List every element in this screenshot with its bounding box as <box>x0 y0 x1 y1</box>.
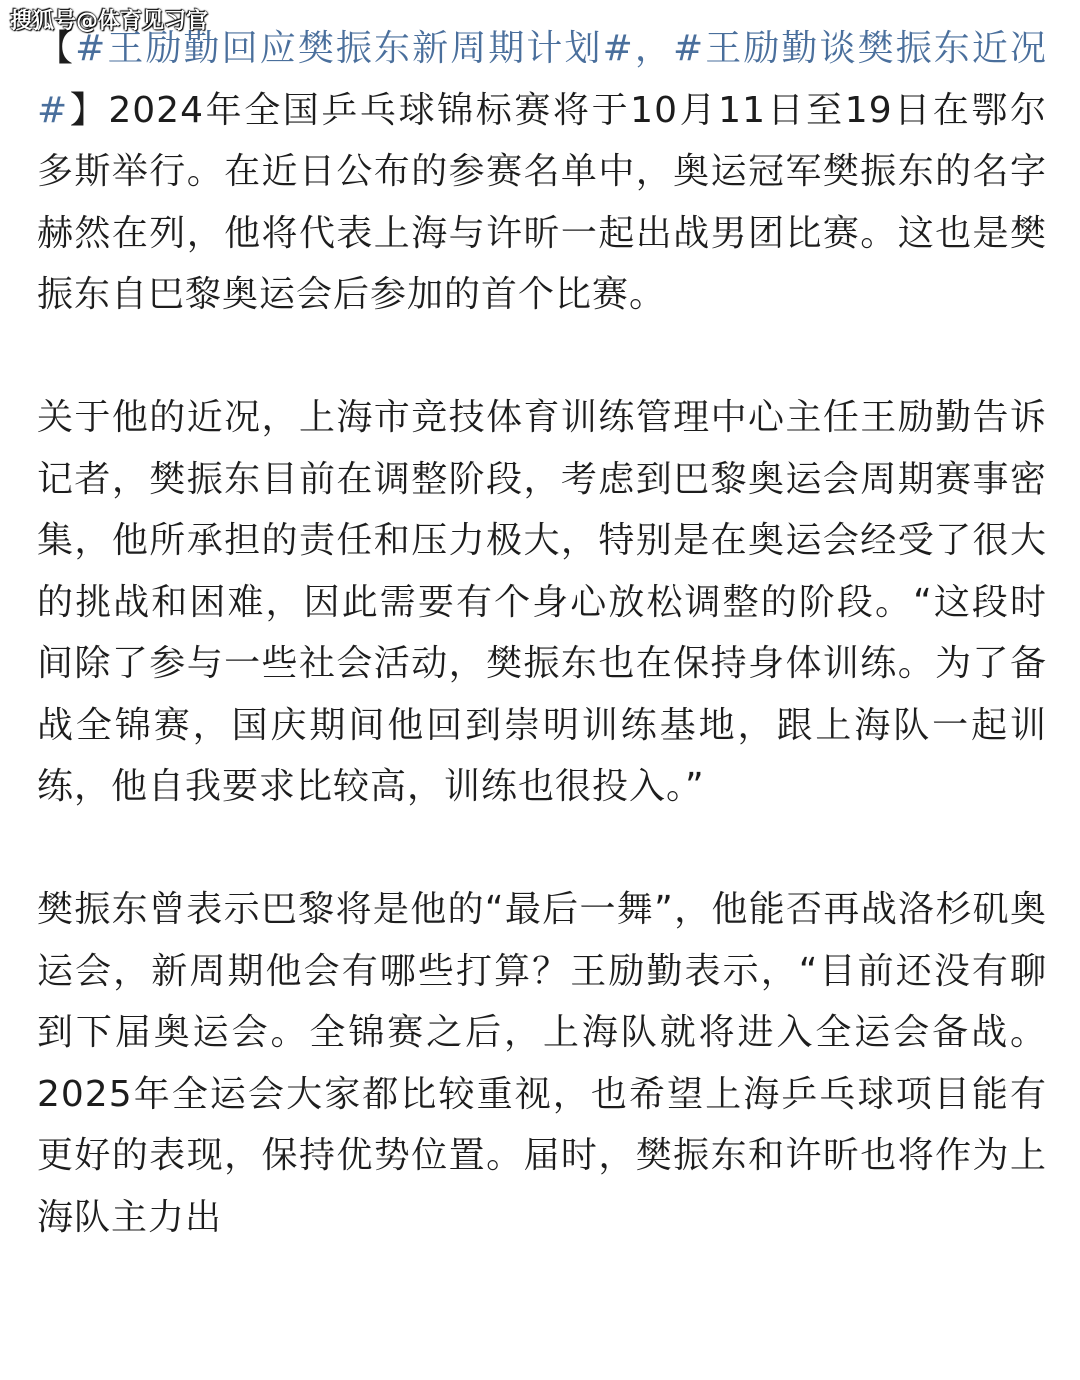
hashtag-link-1[interactable]: #王励勤回应樊振东新周期计划# <box>75 28 634 69</box>
hashtag-link-2[interactable]: #王励勤谈樊振东近况# <box>37 28 1047 131</box>
article-paragraph-2: 关于他的近况，上海市竞技体育训练管理中心主任王励勤告诉记者，樊振东目前在调整阶段，考虑到巴黎奥运会周期赛事密集，他所承担的责任和压力极大，特别是在奥运会经受了很大的挑战和困难，因此需要有个身心放松调整的阶段。“这段时间除了参与一些社会活动，樊振东也在保持身体训练。为了备战全锦赛，国庆期间他回到崇明训练基地，跟上海队一起训练，他自我要求比较高，训练也很投入。” <box>37 397 1047 807</box>
close-bracket: 】 <box>68 89 109 131</box>
article-body <box>37 18 1047 1310</box>
hashtag-separator: ， <box>633 28 673 69</box>
article-paragraph-1 <box>37 18 1047 326</box>
article-paragraph-3: 樊振东曾表示巴黎将是他的“最后一舞”，他能否再战洛杉矶奥运会，新周期他会有哪些打算？王励勤表示，“目前还没有聊到下届奥运会。全锦赛之后，上海队就将进入全运会备战。2025年全运会大家都比较重视，也希望上海乒乓球项目能有更好的表现，保持优势位置。届时，樊振东和许昕也将作为上海队主力出 <box>37 889 1047 1238</box>
paragraph-1-text: 2024年全国乒乓球锦标赛将于10月11日至19日在鄂尔多斯举行。在近日公布的参赛名单中，奥运冠军樊振东的名字赫然在列，他将代表上海与许昕一起出战男团比赛。这也是樊振东自巴黎奥运会后参加的首个比赛。 <box>37 89 1047 315</box>
source-watermark: 搜狐号@体育见习官 <box>10 9 209 34</box>
open-bracket: 【 <box>37 28 76 69</box>
